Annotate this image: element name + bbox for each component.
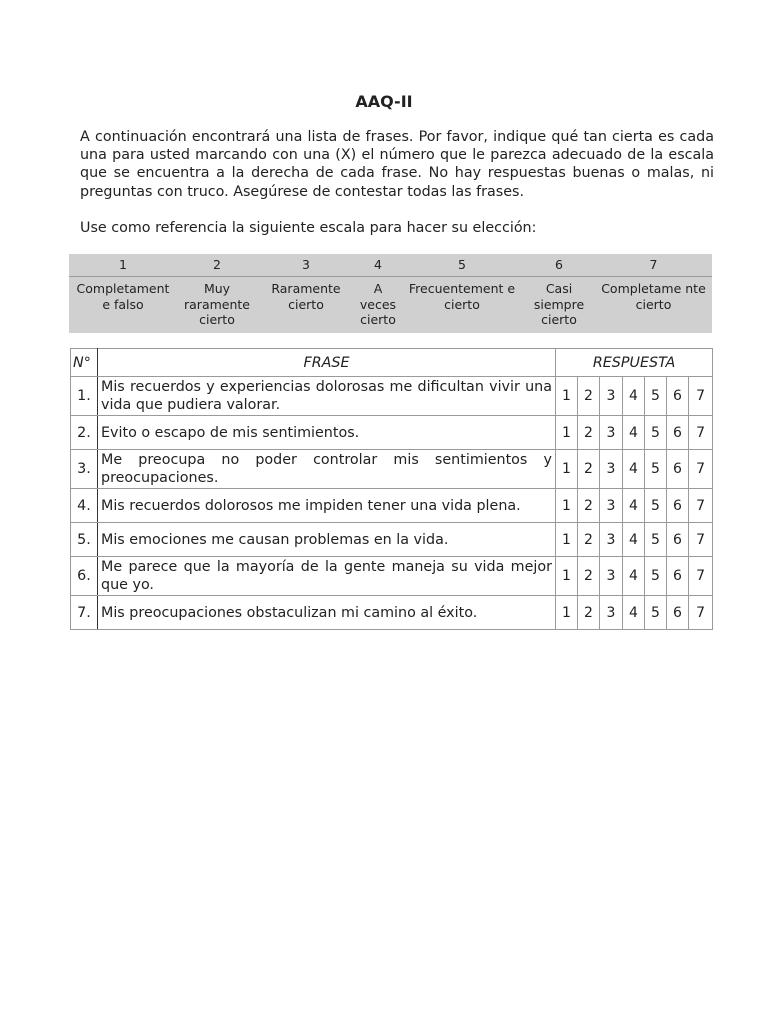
- header-respuesta: RESPUESTA: [556, 349, 713, 377]
- question-number: 7.: [71, 596, 98, 630]
- response-option[interactable]: 4: [623, 557, 645, 596]
- scale-label: Frecuentement e cierto: [408, 281, 516, 312]
- response-option[interactable]: 7: [689, 596, 713, 630]
- question-number: 6.: [71, 557, 98, 596]
- response-option[interactable]: 4: [623, 416, 645, 450]
- question-number: 4.: [71, 489, 98, 523]
- response-option[interactable]: 1: [556, 557, 578, 596]
- header-frase: FRASE: [98, 349, 556, 377]
- response-option[interactable]: 3: [600, 377, 623, 416]
- response-option[interactable]: 7: [689, 377, 713, 416]
- response-option[interactable]: 2: [578, 523, 600, 557]
- response-option[interactable]: 3: [600, 523, 623, 557]
- response-option[interactable]: 2: [578, 557, 600, 596]
- response-option[interactable]: 5: [645, 377, 667, 416]
- table-header-row: [71, 349, 713, 377]
- response-option[interactable]: 2: [578, 450, 600, 489]
- scale-number: 5: [401, 254, 523, 277]
- response-option[interactable]: 5: [645, 523, 667, 557]
- response-option[interactable]: 7: [689, 557, 713, 596]
- response-option[interactable]: 1: [556, 489, 578, 523]
- instruction-text: Use como referencia la siguiente escala para hacer su elección:: [80, 220, 537, 236]
- response-option[interactable]: 5: [645, 450, 667, 489]
- question-number: 2.: [71, 416, 98, 450]
- response-option[interactable]: 3: [600, 450, 623, 489]
- table-row: [71, 450, 713, 489]
- scale-label: Raramente cierto: [271, 281, 341, 312]
- scale-labels-row: [69, 277, 712, 334]
- response-option[interactable]: 6: [667, 450, 689, 489]
- question-text: Mis emociones me causan problemas en la vida.: [98, 523, 556, 557]
- response-option[interactable]: 3: [600, 557, 623, 596]
- response-option[interactable]: 5: [645, 489, 667, 523]
- response-option[interactable]: 2: [578, 489, 600, 523]
- response-option[interactable]: 3: [600, 416, 623, 450]
- response-option[interactable]: 6: [667, 596, 689, 630]
- response-option[interactable]: 4: [623, 450, 645, 489]
- table-row: [71, 377, 713, 416]
- scale-label: Completame nte cierto: [601, 281, 706, 312]
- table-row: [71, 416, 713, 450]
- response-option[interactable]: 2: [578, 377, 600, 416]
- table-row: [71, 596, 713, 630]
- response-option[interactable]: 7: [689, 450, 713, 489]
- response-option[interactable]: 2: [578, 596, 600, 630]
- scale-number: 4: [355, 254, 401, 277]
- table-row: [71, 489, 713, 523]
- scale-number: 2: [177, 254, 257, 277]
- response-option[interactable]: 3: [600, 596, 623, 630]
- question-text: Me parece que la mayoría de la gente maneja su vida mejor que yo.: [98, 557, 556, 596]
- scale-table: [69, 254, 712, 333]
- response-option[interactable]: 5: [645, 416, 667, 450]
- scale-number: 3: [257, 254, 355, 277]
- table-row: [71, 557, 713, 596]
- question-text: Mis recuerdos y experiencias dolorosas me dificultan vivir una vida que pudiera valorar.: [98, 377, 556, 416]
- response-option[interactable]: 5: [645, 596, 667, 630]
- intro-paragraph: A continuación encontrará una lista de frases. Por favor, indique qué tan cierta es cada una para usted marcando con una (X) el número que le parezca adecuado de la escala que se encuentra a la derecha de cada frase. No hay respuestas buenas o malas, ni preguntas con truco. Asegúrese de contestar todas las frases.: [80, 129, 714, 200]
- response-option[interactable]: 1: [556, 450, 578, 489]
- response-option[interactable]: 6: [667, 489, 689, 523]
- response-option[interactable]: 2: [578, 416, 600, 450]
- question-text: Me preocupa no poder controlar mis sentimientos y preocupaciones.: [98, 450, 556, 489]
- response-option[interactable]: 7: [689, 416, 713, 450]
- question-number: 3.: [71, 450, 98, 489]
- scale-numbers-row: [69, 254, 712, 277]
- response-option[interactable]: 1: [556, 377, 578, 416]
- response-option[interactable]: 6: [667, 523, 689, 557]
- response-option[interactable]: 6: [667, 416, 689, 450]
- response-option[interactable]: 6: [667, 557, 689, 596]
- scale-label: Muy raramente cierto: [184, 281, 250, 327]
- question-number: 1.: [71, 377, 98, 416]
- response-option[interactable]: 1: [556, 523, 578, 557]
- response-option[interactable]: 4: [623, 489, 645, 523]
- header-num: N°: [71, 349, 98, 377]
- questions-body: [71, 377, 713, 630]
- scale-label: Casi siempre cierto: [533, 281, 585, 327]
- question-number: 5.: [71, 523, 98, 557]
- scale-number: 1: [69, 254, 177, 277]
- response-option[interactable]: 3: [600, 489, 623, 523]
- question-text: Evito o escapo de mis sentimientos.: [98, 416, 556, 450]
- scale-label: Completament e falso: [76, 281, 170, 312]
- response-option[interactable]: 1: [556, 416, 578, 450]
- scale-number: 7: [595, 254, 712, 277]
- page-title: AAQ-II: [355, 92, 413, 111]
- scale-label: A veces cierto: [359, 281, 397, 327]
- response-option[interactable]: 5: [645, 557, 667, 596]
- response-option[interactable]: 4: [623, 596, 645, 630]
- question-text: Mis preocupaciones obstaculizan mi camino al éxito.: [98, 596, 556, 630]
- response-option[interactable]: 4: [623, 377, 645, 416]
- response-option[interactable]: 7: [689, 523, 713, 557]
- response-option[interactable]: 1: [556, 596, 578, 630]
- response-option[interactable]: 6: [667, 377, 689, 416]
- response-option[interactable]: 7: [689, 489, 713, 523]
- table-row: [71, 523, 713, 557]
- scale-number: 6: [523, 254, 595, 277]
- question-text: Mis recuerdos dolorosos me impiden tener una vida plena.: [98, 489, 556, 523]
- questions-table: [70, 348, 713, 630]
- response-option[interactable]: 4: [623, 523, 645, 557]
